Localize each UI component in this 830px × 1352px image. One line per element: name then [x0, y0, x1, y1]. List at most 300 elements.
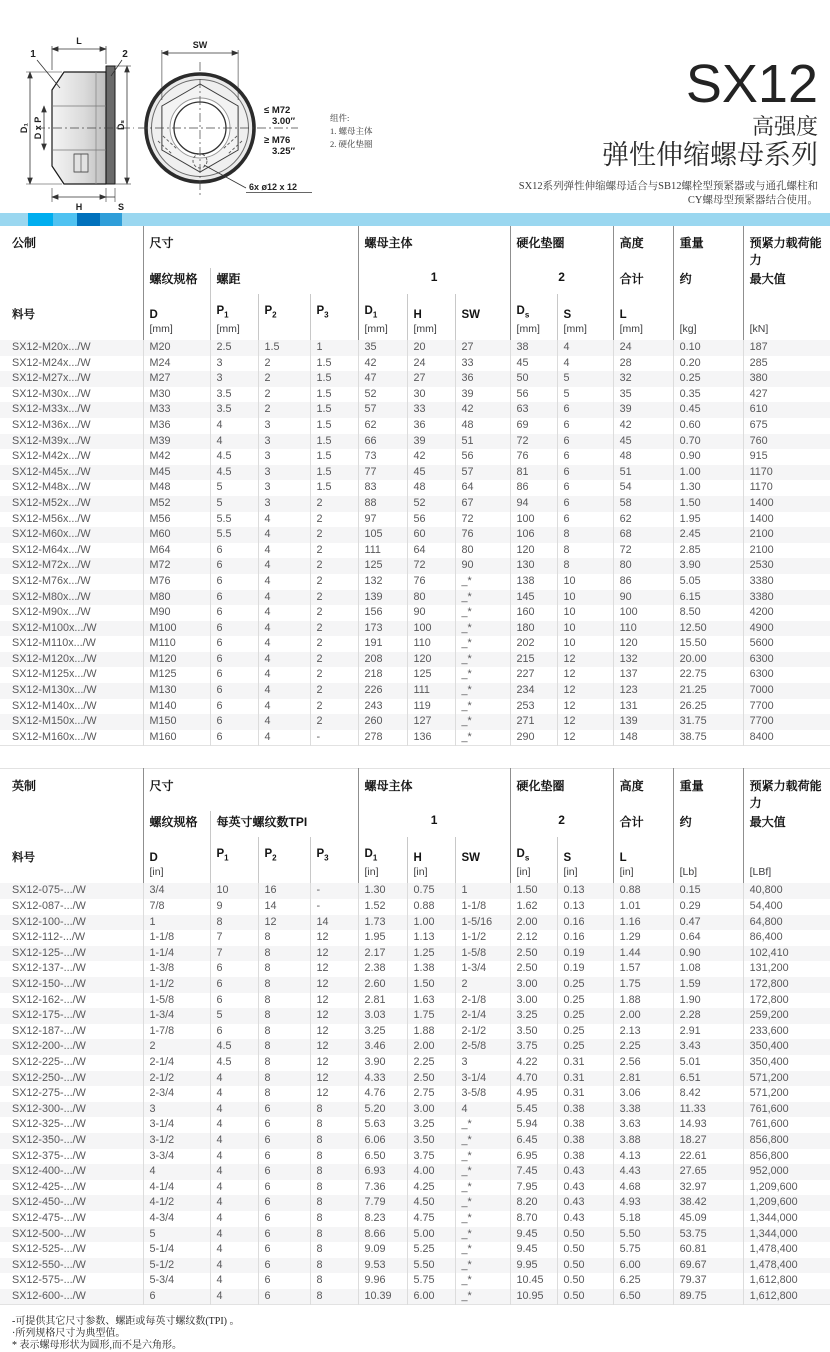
cell: 39	[613, 402, 673, 418]
cell: 6.00	[407, 1289, 455, 1305]
cell: 3	[258, 434, 310, 450]
cell: 1.5	[310, 449, 358, 465]
cell: 50	[510, 371, 557, 387]
cell: M48	[143, 480, 210, 496]
cell: 1,612,800	[743, 1289, 830, 1305]
part-number: SX12-475-.../W	[12, 1211, 86, 1224]
cell: 0.43	[557, 1164, 613, 1180]
cell: 6	[210, 667, 258, 683]
cell: 915	[743, 449, 830, 465]
table-row	[0, 1242, 830, 1258]
cell: 57	[358, 402, 407, 418]
cell: 5.5	[210, 527, 258, 543]
cell: 4.76	[358, 1086, 407, 1102]
cell: 2.25	[613, 1039, 673, 1055]
cell: 1-7/8	[143, 1024, 210, 1040]
washer-section	[106, 66, 115, 184]
cell: _*	[455, 652, 510, 668]
dim-label-dxp: D x P	[33, 116, 43, 140]
cell: 4.5	[210, 1039, 258, 1055]
cell: 73	[358, 449, 407, 465]
cell: 86	[613, 574, 673, 590]
cell: 3.63	[613, 1117, 673, 1133]
cell: 3	[258, 418, 310, 434]
callout-2: 2	[122, 49, 128, 60]
cell: 8	[258, 930, 310, 946]
cell: 1-3/4	[143, 1008, 210, 1024]
column-group: 重量	[673, 226, 743, 268]
dim-label-l: L	[76, 36, 82, 46]
cell: 8	[310, 1227, 358, 1243]
cell: 1	[310, 340, 358, 356]
cell: 6	[258, 1149, 310, 1165]
cell: -	[310, 899, 358, 915]
cell: 2.50	[407, 1071, 455, 1087]
cell: 64	[407, 543, 455, 559]
cell: -	[310, 730, 358, 746]
cell: M76	[143, 574, 210, 590]
cell: M140	[143, 699, 210, 715]
cell: 4	[210, 1273, 258, 1289]
part-number: SX12-M45x.../W	[12, 465, 91, 478]
cell: 4.50	[407, 1195, 455, 1211]
column-subhead: 合计	[613, 811, 673, 837]
cell: 2	[310, 652, 358, 668]
cell: 3.43	[673, 1039, 743, 1055]
cell: 8	[258, 961, 310, 977]
cell: 137	[613, 667, 673, 683]
accent-bar-segment	[100, 213, 122, 226]
cell: 102,410	[743, 946, 830, 962]
cell: 100	[510, 512, 557, 528]
cell: 0.16	[557, 915, 613, 931]
cell: 5.50	[407, 1258, 455, 1274]
cell: 8	[258, 1086, 310, 1102]
holes-label: 6x ø12 x 12	[249, 182, 298, 192]
cell: 8	[258, 977, 310, 993]
cell: 761,600	[743, 1117, 830, 1133]
cell: 172,800	[743, 977, 830, 993]
cell: 2.13	[613, 1024, 673, 1040]
part-number: SX12-M80x.../W	[12, 590, 91, 603]
cell: 0.75	[407, 883, 455, 899]
cell: 4.93	[613, 1195, 673, 1211]
cell: 4	[258, 558, 310, 574]
cell: 1.50	[510, 883, 557, 899]
cell: 1,344,000	[743, 1227, 830, 1243]
table-row	[0, 730, 830, 746]
table-row	[0, 1133, 830, 1149]
cell: 350,400	[743, 1055, 830, 1071]
column-header: [kN]	[743, 294, 830, 340]
cell: 10	[557, 574, 613, 590]
cell: 208	[358, 652, 407, 668]
cell: 5.5	[210, 512, 258, 528]
cell: 3.38	[613, 1102, 673, 1118]
cell: 2	[310, 714, 358, 730]
cell: 125	[407, 667, 455, 683]
cell: 12	[310, 946, 358, 962]
cell: M20	[143, 340, 210, 356]
cell: 5.05	[673, 574, 743, 590]
cell: 5.75	[407, 1273, 455, 1289]
cell: 0.47	[673, 915, 743, 931]
column-group: 尺寸	[143, 769, 358, 812]
cell: 187	[743, 340, 830, 356]
cell: _*	[455, 636, 510, 652]
cell: 571,200	[743, 1071, 830, 1087]
cell: 4	[258, 574, 310, 590]
cell: 1.52	[358, 899, 407, 915]
cell: 191	[358, 636, 407, 652]
cell: 5.75	[613, 1242, 673, 1258]
cell: 243	[358, 699, 407, 715]
cell: 88	[358, 496, 407, 512]
column-subhead: 1	[358, 811, 510, 837]
cell: 60.81	[673, 1242, 743, 1258]
cell: 1,209,600	[743, 1195, 830, 1211]
cell: 1.29	[613, 930, 673, 946]
cell: 1-5/8	[143, 993, 210, 1009]
cell: M64	[143, 543, 210, 559]
cell: 132	[358, 574, 407, 590]
cell: 1.59	[673, 977, 743, 993]
cell: 6	[210, 621, 258, 637]
cell: 1.5	[310, 356, 358, 372]
cell: 4	[258, 636, 310, 652]
cell: 3.75	[510, 1039, 557, 1055]
cell: 5.45	[510, 1102, 557, 1118]
cell: 4.5	[210, 465, 258, 481]
cell: 1.13	[407, 930, 455, 946]
cell: 0.31	[557, 1086, 613, 1102]
cell: 0.64	[673, 930, 743, 946]
cell: 0.25	[557, 1039, 613, 1055]
cell: M33	[143, 402, 210, 418]
cell: 5	[210, 480, 258, 496]
cell: 123	[613, 683, 673, 699]
cell: 14	[310, 915, 358, 931]
cell: 0.38	[557, 1117, 613, 1133]
cell: 145	[510, 590, 557, 606]
cell: 76	[455, 527, 510, 543]
cell: 2	[310, 605, 358, 621]
cell: 81	[510, 465, 557, 481]
column-header: 料号	[12, 309, 35, 321]
table-row	[0, 387, 830, 403]
cell: 1.00	[673, 465, 743, 481]
cell: 4	[210, 1195, 258, 1211]
table-row	[0, 1086, 830, 1102]
title-line-2: 弹性伸缩螺母系列	[602, 140, 818, 170]
cell: 10.95	[510, 1289, 557, 1305]
cell: 15.50	[673, 636, 743, 652]
cell: 1-3/8	[143, 961, 210, 977]
table-row	[0, 915, 830, 931]
cell: 8	[310, 1195, 358, 1211]
part-number: SX12-150-.../W	[12, 978, 86, 990]
cell: 3.50	[510, 1024, 557, 1040]
cell: 4.43	[613, 1164, 673, 1180]
cell: 3.00	[407, 1102, 455, 1118]
cell: 6	[557, 512, 613, 528]
cell: 35	[613, 387, 673, 403]
cell: M52	[143, 496, 210, 512]
cell: 27	[407, 371, 455, 387]
cell: 4	[210, 418, 258, 434]
cell: 2	[310, 496, 358, 512]
cell: 90	[455, 558, 510, 574]
cell: 4	[258, 543, 310, 559]
cell: _*	[455, 1273, 510, 1289]
cell: 42	[613, 418, 673, 434]
table-row	[0, 1195, 830, 1211]
cell: 132	[613, 652, 673, 668]
column-group: 英制	[12, 779, 37, 794]
cell: 63	[510, 402, 557, 418]
cell: _*	[455, 605, 510, 621]
table-row	[0, 667, 830, 683]
cell: 1400	[743, 496, 830, 512]
cell: 110	[407, 636, 455, 652]
cell: 6	[210, 714, 258, 730]
cell: 6	[258, 1164, 310, 1180]
cell: 234	[510, 683, 557, 699]
cell: 8	[557, 543, 613, 559]
cell: 4-3/4	[143, 1211, 210, 1227]
part-number: SX12-M130x.../W	[12, 684, 97, 697]
cell: 6300	[743, 652, 830, 668]
cell: 12	[310, 977, 358, 993]
cell: 16	[258, 883, 310, 899]
cell: 12	[310, 1039, 358, 1055]
cell: 3-3/4	[143, 1149, 210, 1165]
cell: 8	[310, 1133, 358, 1149]
table-row	[0, 1008, 830, 1024]
cell: _*	[455, 667, 510, 683]
cell: 260	[358, 714, 407, 730]
cell: 6	[258, 1289, 310, 1305]
cell: 4.00	[407, 1164, 455, 1180]
cell: 0.10	[673, 340, 743, 356]
cell: _*	[455, 699, 510, 715]
cell: 1.16	[613, 915, 673, 931]
column-header: $P_3$	[310, 294, 358, 340]
cell: 0.50	[557, 1273, 613, 1289]
cell: 12	[310, 1055, 358, 1071]
cell: 6	[557, 402, 613, 418]
cell: 1.38	[407, 961, 455, 977]
cell: 8400	[743, 730, 830, 746]
cell: 290	[510, 730, 557, 746]
cell: 2.60	[358, 977, 407, 993]
cell: 1-1/2	[455, 930, 510, 946]
cell: 227	[510, 667, 557, 683]
cell: 2	[310, 527, 358, 543]
cell: 45	[510, 356, 557, 372]
cell: 160	[510, 605, 557, 621]
components-legend	[330, 113, 373, 149]
cell: 8.66	[358, 1227, 407, 1243]
cell: 6300	[743, 667, 830, 683]
table-row	[0, 434, 830, 450]
cell: 38.42	[673, 1195, 743, 1211]
accent-bar	[0, 213, 830, 226]
table-row	[0, 1039, 830, 1055]
cell: 2-1/8	[455, 993, 510, 1009]
part-number: SX12-M48x.../W	[12, 481, 91, 494]
cell: _*	[455, 1149, 510, 1165]
cell: 14.93	[673, 1117, 743, 1133]
cell: 22.61	[673, 1149, 743, 1165]
cell: M72	[143, 558, 210, 574]
cell: 1.88	[407, 1024, 455, 1040]
cell: 3/4	[143, 883, 210, 899]
cell: 51	[455, 434, 510, 450]
cell: 2.91	[673, 1024, 743, 1040]
cell: 45.09	[673, 1211, 743, 1227]
cell: 2	[455, 977, 510, 993]
cell: 5	[210, 1008, 258, 1024]
cell: 80	[407, 590, 455, 606]
cell: 45	[613, 434, 673, 450]
column-header: [LBf]	[743, 837, 830, 883]
cell: 8	[310, 1117, 358, 1133]
column-header: $D_1$ [mm]	[358, 294, 407, 340]
table-row	[0, 340, 830, 356]
subtitle	[519, 180, 818, 208]
part-number: SX12-M110x.../W	[12, 637, 96, 650]
cell: 2.81	[358, 993, 407, 1009]
cell: 0.35	[673, 387, 743, 403]
column-header: $P_3$	[310, 837, 358, 883]
cell: 8	[258, 1024, 310, 1040]
cell: 0.43	[557, 1211, 613, 1227]
cell: 6	[258, 1211, 310, 1227]
cell: 24	[613, 340, 673, 356]
cell: 8	[258, 993, 310, 1009]
cell: 2.45	[673, 527, 743, 543]
footnote: * 表示螺母形状为圆形,而不是六角形。	[12, 1340, 182, 1352]
cell: 4.70	[510, 1071, 557, 1087]
table-row	[0, 946, 830, 962]
column-header: $P_1$ [mm]	[210, 294, 258, 340]
cell: 5	[557, 371, 613, 387]
column-header: 料号	[12, 852, 35, 865]
cell: 0.13	[557, 899, 613, 915]
legend-item-2: 2. 硬化垫圈	[330, 139, 373, 149]
cell: 271	[510, 714, 557, 730]
cell: 0.88	[613, 883, 673, 899]
cell: 72	[455, 512, 510, 528]
cell: 1.50	[673, 496, 743, 512]
cell: 6	[210, 730, 258, 746]
cell: 11.33	[673, 1102, 743, 1118]
cell: 6	[210, 543, 258, 559]
table-row	[0, 449, 830, 465]
cell: 2530	[743, 558, 830, 574]
cell: 53.75	[673, 1227, 743, 1243]
cell: 1.95	[673, 512, 743, 528]
cell: 4	[258, 652, 310, 668]
cell: 48	[407, 480, 455, 496]
cell: 12.50	[673, 621, 743, 637]
legend-item-1: 1. 螺母主体	[330, 126, 373, 136]
annotation-min-large-in: 3.25″	[272, 146, 296, 157]
cell: _*	[455, 730, 510, 746]
cell: 1,344,000	[743, 1211, 830, 1227]
cell: 45	[407, 465, 455, 481]
cell: 35	[358, 340, 407, 356]
part-number: SX12-162-.../W	[12, 993, 86, 1006]
cell: 4	[210, 1242, 258, 1258]
cell: 6.15	[673, 590, 743, 606]
cell: 12	[557, 667, 613, 683]
cell: 0.70	[673, 434, 743, 450]
cell: M42	[143, 449, 210, 465]
cell: 8	[557, 558, 613, 574]
table-row	[0, 1024, 830, 1040]
cell: 6	[557, 434, 613, 450]
cell: 4.22	[510, 1055, 557, 1071]
cell: 6	[258, 1117, 310, 1133]
cell: 69	[510, 418, 557, 434]
cell: 12	[310, 1008, 358, 1024]
cell: 2	[310, 683, 358, 699]
legend-title: 组件:	[330, 113, 350, 123]
cell: 6	[258, 1258, 310, 1274]
cell: 4	[258, 605, 310, 621]
cell: 172,800	[743, 993, 830, 1009]
cell: M130	[143, 683, 210, 699]
dim-label-h: H	[75, 202, 83, 212]
cell: 2	[258, 387, 310, 403]
cell: 94	[510, 496, 557, 512]
column-subhead: 螺纹规格	[143, 811, 210, 837]
cell: 4	[210, 1149, 258, 1165]
cell: 3	[258, 449, 310, 465]
product-title: SX12	[685, 54, 818, 114]
cell: _*	[455, 714, 510, 730]
table-row	[0, 496, 830, 512]
cell: 156	[358, 605, 407, 621]
cell: 10	[557, 636, 613, 652]
cell: _*	[455, 1242, 510, 1258]
cell: _*	[455, 1289, 510, 1305]
cell: 9.53	[358, 1258, 407, 1274]
cell: M45	[143, 465, 210, 481]
table-row	[0, 465, 830, 481]
part-number: SX12-M56x.../W	[12, 512, 91, 525]
cell: 8	[310, 1242, 358, 1258]
cell: 9.96	[358, 1273, 407, 1289]
cell: 5.20	[358, 1102, 407, 1118]
cell: 6	[210, 961, 258, 977]
cell: 4	[210, 1227, 258, 1243]
cell: 2.25	[407, 1055, 455, 1071]
cell: 77	[358, 465, 407, 481]
cell: 8.42	[673, 1086, 743, 1102]
cell: 6	[557, 480, 613, 496]
cell: 2	[310, 574, 358, 590]
cell: 2	[258, 402, 310, 418]
cell: 2	[310, 543, 358, 559]
cell: M27	[143, 371, 210, 387]
cell: 58	[613, 496, 673, 512]
cell: 5.94	[510, 1117, 557, 1133]
cell: 131,200	[743, 961, 830, 977]
part-number: SX12-375-.../W	[12, 1149, 86, 1162]
